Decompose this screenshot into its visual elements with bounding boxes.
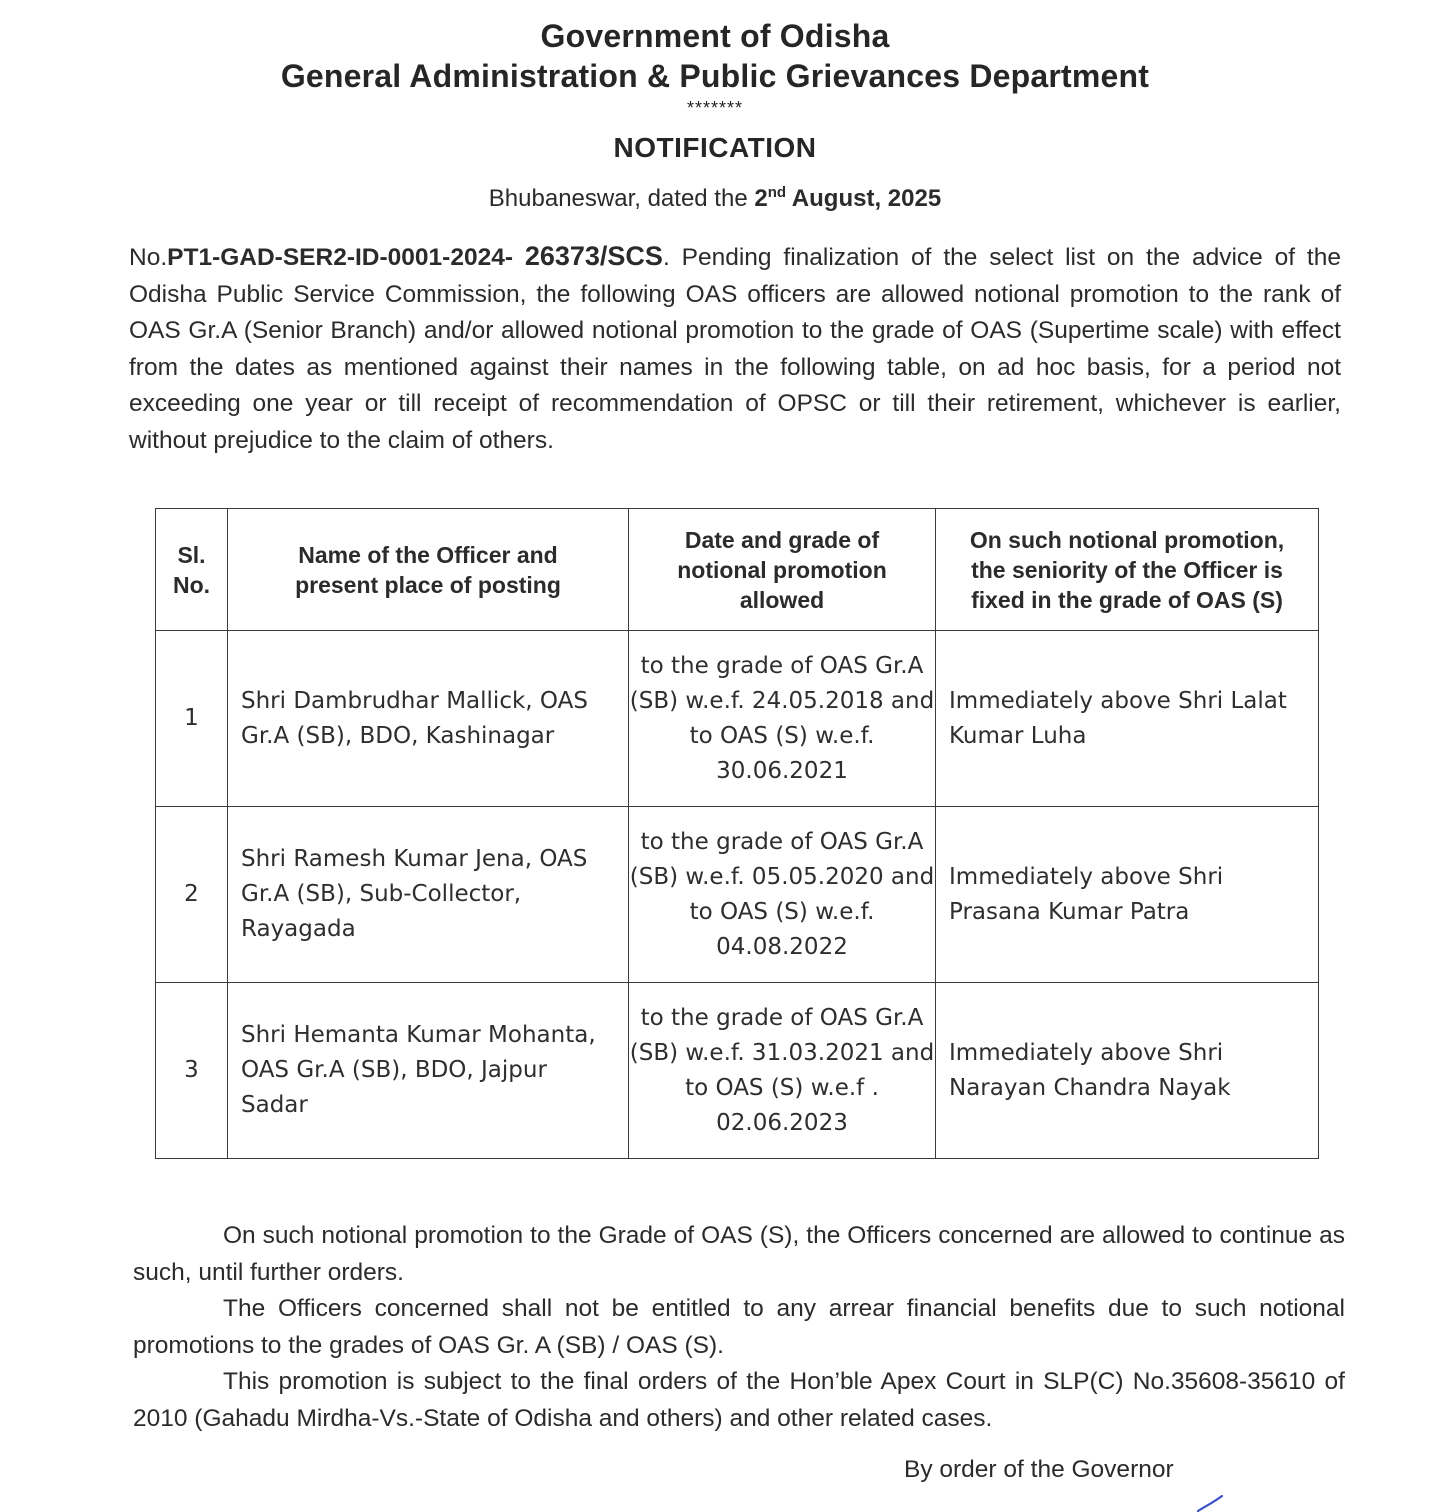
- row-officer-name: Shri Ramesh Kumar Jena, OAS Gr.A (SB), Sub-Collector, Rayagada: [228, 807, 629, 983]
- header-promotion-date: Date and grade of notional promotion allowed: [629, 509, 936, 631]
- row-sl-no: 1: [156, 631, 228, 807]
- continuation-paragraph: On such notional promotion to the Grade of OAS (S), the Officers concerned are allowed to continue as such, until further orders.: [133, 1222, 1345, 1286]
- arrear-paragraph: The Officers concerned shall not be entitled to any arrear financial benefits due to such notional promotions to the grades of OAS Gr. A (SB) / OAS (S).: [133, 1295, 1345, 1359]
- row-sl-no: 2: [156, 807, 228, 983]
- row-seniority: Immediately above Shri Narayan Chandra Nayak: [936, 983, 1319, 1159]
- row-officer-name: Shri Hemanta Kumar Mohanta, OAS Gr.A (SB), BDO, Jajpur Sadar: [228, 983, 629, 1159]
- dated-rest: August, 2025: [786, 185, 942, 212]
- row-promotion-date: to the grade of OAS Gr.A (SB) w.e.f. 31.03.2021 and to OAS (S) w.e.f . 02.06.2023: [629, 983, 936, 1159]
- table-row: [156, 631, 1319, 807]
- row-promotion-date: to the grade of OAS Gr.A (SB) w.e.f. 24.05.2018 and to OAS (S) w.e.f. 30.06.2021: [629, 631, 936, 807]
- notification-title: NOTIFICATION: [613, 132, 817, 163]
- ref-number: 26373/SCS: [524, 241, 663, 271]
- ref-prefix: No.: [129, 244, 168, 271]
- table-row: [156, 807, 1319, 983]
- row-seniority: Immediately above Shri Prasana Kumar Patra: [936, 807, 1319, 983]
- header-separator: *******: [686, 98, 744, 118]
- dated-suffix: nd: [767, 184, 787, 201]
- dated-prefix: Bhubaneswar, dated the: [488, 185, 755, 212]
- dated-day: 2: [754, 185, 768, 212]
- row-officer-name: Shri Dambrudhar Mallick, OAS Gr.A (SB), BDO, Kashinagar: [228, 631, 629, 807]
- header-officer-name: Name of the Officer and present place of posting: [228, 509, 629, 631]
- row-seniority: Immediately above Shri Lalat Kumar Luha: [936, 631, 1319, 807]
- header-seniority: On such notional promotion, the seniority of the Officer is fixed in the grade of OAS (S): [936, 509, 1319, 631]
- row-sl-no: 3: [156, 983, 228, 1159]
- signature-line: By order of the Governor: [904, 1456, 1174, 1483]
- department-heading: General Administration & Public Grievances Department: [280, 58, 1150, 94]
- signature-mark: [1196, 1494, 1228, 1512]
- intro-text: . Pending finalization of the select list on the advice of the Odisha Public Service Commission, the following OAS officers are allowed notional promotion to the rank of OAS Gr.A (Senior Branch) and/or allowed notional promotion to the grade of OAS (Supertime scale) with effect from the dates as mentioned against their names in the following table, on ad hoc basis, for a period not exceeding one year or till receipt of recommendation of OPSC or till their retirement, whichever is earlier, without prejudice to the claim of others.: [129, 244, 1341, 454]
- dated-line: [0, 184, 1430, 213]
- court-order-paragraph: This promotion is subject to the final orders of the Hon’ble Apex Court in SLP(C) No.35608-35610 of 2010 (Gahadu Mirdha-Vs.-State of Odisha and others) and other related cases.: [133, 1368, 1345, 1432]
- promotion-table: [155, 508, 1319, 1159]
- row-promotion-date: to the grade of OAS Gr.A (SB) w.e.f. 05.05.2020 and to OAS (S) w.e.f. 04.08.2022: [629, 807, 936, 983]
- intro-paragraph: [129, 238, 1341, 460]
- table-header-row: [156, 509, 1319, 631]
- government-heading: Government of Odisha: [540, 18, 890, 54]
- ref-code: PT1-GAD-SER2-ID-0001-2024-: [167, 244, 525, 271]
- table-row: [156, 983, 1319, 1159]
- header-sl-no: Sl. No.: [156, 509, 228, 631]
